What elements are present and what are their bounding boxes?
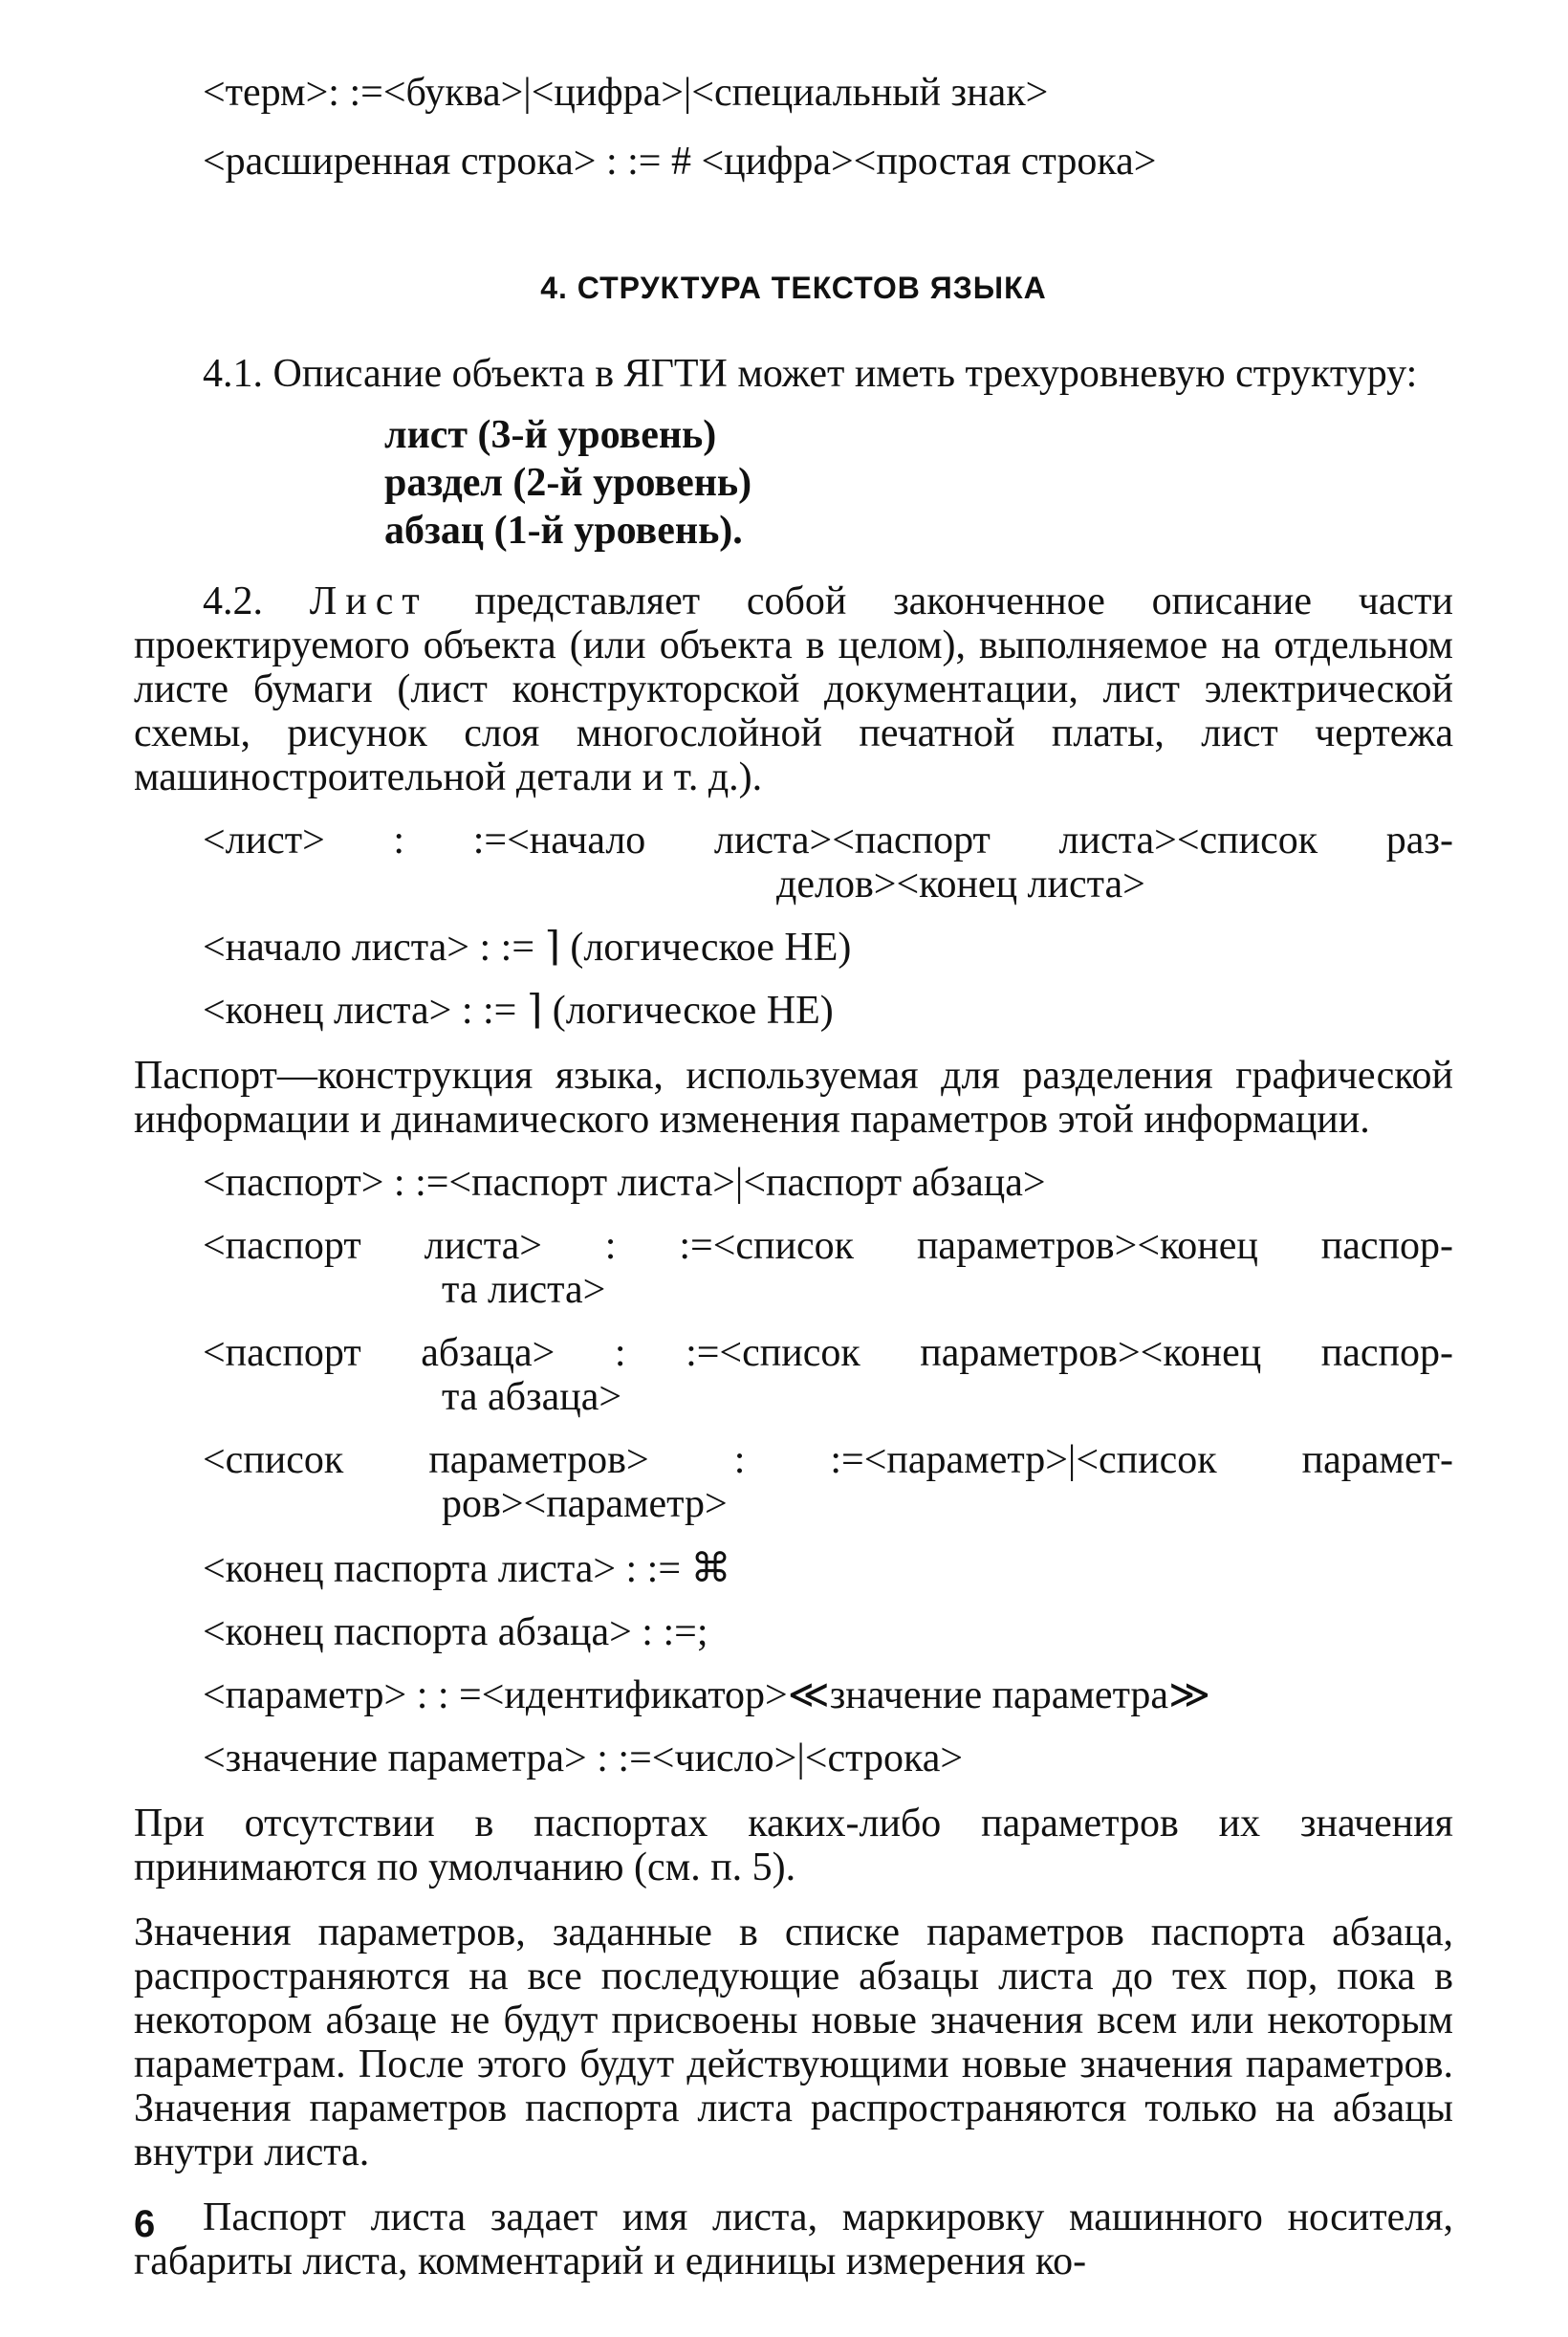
bnf-rule-sheet-line1: <лист> : :=<начало листа><паспорт листа><список раз- (203, 819, 1453, 863)
bnf-rule-sheet (203, 819, 1453, 906)
bnf-rule-extended-string: <расширенная строка> : := # <цифра><простая строка> (203, 140, 1157, 184)
bnf-rule-sheet-end: <конец листа> : := ⌉ (логическое НЕ) (203, 989, 834, 1033)
paragraph-4-2-number: 4.2. (203, 579, 310, 623)
bnf-rule-paragraph-passport (203, 1331, 1453, 1419)
bnf-rule-parameter-list (203, 1438, 1453, 1526)
level-paragraph: абзац (1-й уровень). (384, 509, 743, 553)
bnf-rule-paragraph-passport-line2: та абзаца> (442, 1375, 622, 1419)
bnf-rule-sheet-line2: делов><конец листа> (776, 863, 1145, 906)
bnf-rule-sheet-passport (203, 1224, 1453, 1312)
page-number: 6 (134, 2203, 156, 2245)
section-heading: 4. СТРУКТУРА ТЕКСТОВ ЯЗЫКА (540, 271, 1047, 305)
bnf-rule-paragraph-passport-line1: <паспорт абзаца> : :=<список параметров><конец паспор- (203, 1331, 1453, 1375)
bnf-rule-parameter-list-line2: ров><параметр> (442, 1482, 728, 1526)
paragraph-4-2-text: представляет собой законченное описание части проектируемого объекта (или объекта в целом), выполняемое на отдельном листе бумаги (лист конструкторской документации, лист электрической схемы, рисунок слоя многослойной печатной платы, лист чертежа машиностроительной детали и т. д.). (134, 579, 1453, 799)
page-body (134, 71, 1453, 2283)
bnf-rule-end-paragraph-passport: <конец паспорта абзаца> : :=; (203, 1610, 708, 1654)
bnf-rule-end-sheet-passport: <конец паспорта листа> : := ⌘ (203, 1547, 731, 1591)
paragraph-sheet-passport: Паспорт листа задает имя листа, маркировку машинного носителя, габариты листа, комментарий и единицы измерения ко- (134, 2195, 1453, 2283)
term-sheet-spaced: Лист (309, 579, 428, 623)
bnf-rule-term: <терм>: :=<буква>|<цифра>|<специальный знак> (203, 71, 1049, 115)
bnf-rule-sheet-passport-line1: <паспорт листа> : :=<список параметров><конец паспор- (203, 1224, 1453, 1268)
bnf-rule-sheet-passport-line2: та листа> (442, 1268, 606, 1312)
paragraph-defaults: При отсутствии в паспортах каких-либо параметров их значения принимаются по умолчанию (см. п. 5). (134, 1802, 1453, 1889)
level-section: раздел (2-й уровень) (384, 461, 752, 505)
paragraph-passport-definition: Паспорт—конструкция языка, используемая для разделения графической информации и динамического изменения параметров этой информации. (134, 1054, 1453, 1142)
level-sheet: лист (3-й уровень) (384, 413, 717, 457)
bnf-rule-parameter-value: <значение параметра> : :=<число>|<строка> (203, 1736, 964, 1780)
bnf-rule-passport: <паспорт> : :=<паспорт листа>|<паспорт абзаца> (203, 1161, 1046, 1205)
bnf-rule-parameter: <параметр> : : =<идентификатор>≪значение параметра≫ (203, 1673, 1211, 1717)
paragraph-4-2 (134, 579, 1453, 799)
structure-levels-list (384, 411, 1453, 555)
paragraph-parameter-values: Значения параметров, заданные в списке параметров паспорта абзаца, распространяются на все последующие абзацы листа до тех пор, пока в некотором абзаце не будут присвоены новые значения всем или некоторым параметрам. После этого будут действующими новые значения параметров. Значения параметров паспорта листа распространяются только на абзацы внутри листа. (134, 1911, 1453, 2174)
paragraph-4-1: 4.1. Описание объекта в ЯГТИ может иметь трехуровневую структуру: (203, 352, 1418, 396)
bnf-rule-sheet-start: <начало листа> : := ⌉ (логическое НЕ) (203, 926, 852, 970)
bnf-rule-parameter-list-line1: <список параметров> : :=<параметр>|<список парамет- (203, 1438, 1453, 1482)
